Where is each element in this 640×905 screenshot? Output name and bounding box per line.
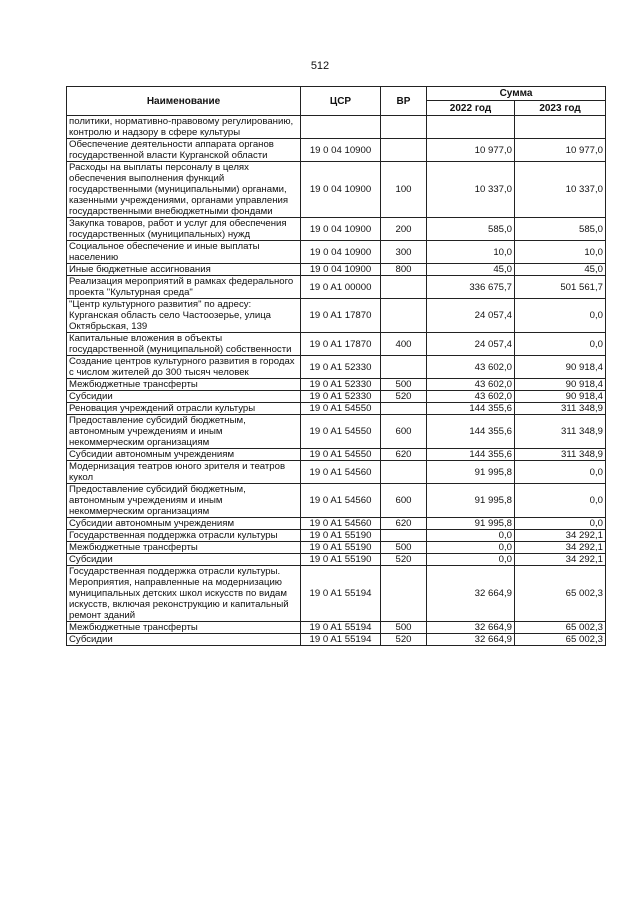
budget-table bbox=[66, 86, 606, 646]
row-sum-2022: 144 355,6 bbox=[427, 403, 515, 415]
row-name: Обеспечение деятельности аппарата органов государственной власти Курганской области bbox=[67, 139, 301, 162]
table-row bbox=[67, 241, 606, 264]
row-name: Межбюджетные трансферты bbox=[67, 542, 301, 554]
table-row bbox=[67, 116, 606, 139]
header-year-2023: 2023 год bbox=[515, 101, 606, 116]
table-row bbox=[67, 634, 606, 646]
row-name: политики, нормативно-правовому регулированию, контролю и надзору в сфере культуры bbox=[67, 116, 301, 139]
row-sum-2023: 10 977,0 bbox=[515, 139, 606, 162]
header-year-2022: 2022 год bbox=[427, 101, 515, 116]
row-vr bbox=[381, 403, 427, 415]
row-csr: 19 0 A1 54560 bbox=[301, 484, 381, 518]
row-csr: 19 0 A1 17870 bbox=[301, 299, 381, 333]
table-row bbox=[67, 415, 606, 449]
row-name: Модернизация театров юного зрителя и театров кукол bbox=[67, 461, 301, 484]
row-csr: 19 0 A1 17870 bbox=[301, 333, 381, 356]
row-csr: 19 0 A1 55190 bbox=[301, 542, 381, 554]
row-csr: 19 0 04 10900 bbox=[301, 241, 381, 264]
row-vr: 620 bbox=[381, 449, 427, 461]
row-name: Субсидии bbox=[67, 634, 301, 646]
table-row bbox=[67, 461, 606, 484]
row-sum-2022: 43 602,0 bbox=[427, 356, 515, 379]
table-row bbox=[67, 530, 606, 542]
row-sum-2023: 65 002,3 bbox=[515, 634, 606, 646]
table-row bbox=[67, 484, 606, 518]
row-vr: 520 bbox=[381, 391, 427, 403]
table-row bbox=[67, 162, 606, 218]
row-sum-2023: 65 002,3 bbox=[515, 566, 606, 622]
row-name: Капитальные вложения в объекты государственной (муниципальной) собственности bbox=[67, 333, 301, 356]
row-csr: 19 0 A1 54560 bbox=[301, 461, 381, 484]
row-name: Государственная поддержка отрасли культуры bbox=[67, 530, 301, 542]
row-vr: 600 bbox=[381, 415, 427, 449]
row-name: Создание центров культурного развития в городах с числом жителей до 300 тысяч человек bbox=[67, 356, 301, 379]
row-vr: 520 bbox=[381, 554, 427, 566]
row-sum-2022: 45,0 bbox=[427, 264, 515, 276]
row-sum-2023: 34 292,1 bbox=[515, 554, 606, 566]
row-vr: 500 bbox=[381, 622, 427, 634]
row-csr: 19 0 A1 55194 bbox=[301, 622, 381, 634]
row-csr: 19 0 A1 52330 bbox=[301, 379, 381, 391]
row-name: Межбюджетные трансферты bbox=[67, 622, 301, 634]
row-name: Субсидии bbox=[67, 554, 301, 566]
row-name: Закупка товаров, работ и услуг для обеспечения государственных (муниципальных) нужд bbox=[67, 218, 301, 241]
row-sum-2023: 585,0 bbox=[515, 218, 606, 241]
row-name: Субсидии автономным учреждениям bbox=[67, 449, 301, 461]
row-csr: 19 0 A1 52330 bbox=[301, 391, 381, 403]
header-csr: ЦСР bbox=[301, 87, 381, 116]
table-row bbox=[67, 356, 606, 379]
row-sum-2022: 336 675,7 bbox=[427, 276, 515, 299]
header-name: Наименование bbox=[67, 87, 301, 116]
row-sum-2022: 0,0 bbox=[427, 542, 515, 554]
row-sum-2022: 10 977,0 bbox=[427, 139, 515, 162]
row-csr: 19 0 A1 52330 bbox=[301, 356, 381, 379]
row-vr: 100 bbox=[381, 162, 427, 218]
row-vr bbox=[381, 461, 427, 484]
table-body bbox=[67, 116, 606, 646]
row-vr: 500 bbox=[381, 379, 427, 391]
table-row bbox=[67, 299, 606, 333]
row-sum-2023 bbox=[515, 116, 606, 139]
row-sum-2023: 311 348,9 bbox=[515, 415, 606, 449]
row-sum-2022: 91 995,8 bbox=[427, 484, 515, 518]
row-vr: 300 bbox=[381, 241, 427, 264]
row-csr: 19 0 04 10900 bbox=[301, 264, 381, 276]
row-name: "Центр культурного развития" по адресу: Курганская область село Частоозерье, улица Октябрьская, 139 bbox=[67, 299, 301, 333]
row-vr: 600 bbox=[381, 484, 427, 518]
row-vr: 400 bbox=[381, 333, 427, 356]
row-name: Межбюджетные трансферты bbox=[67, 379, 301, 391]
row-vr bbox=[381, 566, 427, 622]
row-vr bbox=[381, 356, 427, 379]
row-name: Реновация учреждений отрасли культуры bbox=[67, 403, 301, 415]
row-sum-2023: 501 561,7 bbox=[515, 276, 606, 299]
row-name: Иные бюджетные ассигнования bbox=[67, 264, 301, 276]
row-sum-2023: 311 348,9 bbox=[515, 403, 606, 415]
row-vr bbox=[381, 276, 427, 299]
table-row bbox=[67, 379, 606, 391]
row-vr: 620 bbox=[381, 518, 427, 530]
row-sum-2022: 91 995,8 bbox=[427, 518, 515, 530]
table-row bbox=[67, 518, 606, 530]
row-vr bbox=[381, 139, 427, 162]
row-sum-2022: 10 337,0 bbox=[427, 162, 515, 218]
header-sum: Сумма bbox=[427, 87, 606, 101]
table-row bbox=[67, 264, 606, 276]
table-row bbox=[67, 391, 606, 403]
row-sum-2023: 34 292,1 bbox=[515, 542, 606, 554]
row-sum-2022: 585,0 bbox=[427, 218, 515, 241]
row-sum-2023: 0,0 bbox=[515, 461, 606, 484]
row-sum-2022: 43 602,0 bbox=[427, 391, 515, 403]
row-name: Реализация мероприятий в рамках федерального проекта "Культурная среда" bbox=[67, 276, 301, 299]
row-vr: 800 bbox=[381, 264, 427, 276]
row-csr: 19 0 A1 54550 bbox=[301, 403, 381, 415]
table-row bbox=[67, 554, 606, 566]
row-csr: 19 0 A1 00000 bbox=[301, 276, 381, 299]
row-name: Расходы на выплаты персоналу в целях обеспечения выполнения функций государственными (муниципальными) органами, казенными учреждениями, органами управления государственными внебюджетными фондами bbox=[67, 162, 301, 218]
row-sum-2022: 10,0 bbox=[427, 241, 515, 264]
table-row bbox=[67, 449, 606, 461]
row-sum-2023: 65 002,3 bbox=[515, 622, 606, 634]
row-sum-2022: 0,0 bbox=[427, 554, 515, 566]
row-sum-2023: 0,0 bbox=[515, 299, 606, 333]
row-sum-2022: 144 355,6 bbox=[427, 449, 515, 461]
row-vr bbox=[381, 116, 427, 139]
row-sum-2022: 91 995,8 bbox=[427, 461, 515, 484]
table-row bbox=[67, 622, 606, 634]
row-csr: 19 0 A1 54560 bbox=[301, 518, 381, 530]
row-sum-2023: 45,0 bbox=[515, 264, 606, 276]
row-csr: 19 0 04 10900 bbox=[301, 162, 381, 218]
row-sum-2022: 144 355,6 bbox=[427, 415, 515, 449]
row-sum-2022: 32 664,9 bbox=[427, 622, 515, 634]
row-vr: 520 bbox=[381, 634, 427, 646]
row-name: Государственная поддержка отрасли культуры. Мероприятия, направленные на модернизацию муниципальных детских школ искусств по видам искусств, включая реконструкцию и капитальный ремонт зданий bbox=[67, 566, 301, 622]
row-sum-2022: 24 057,4 bbox=[427, 299, 515, 333]
row-csr: 19 0 A1 55190 bbox=[301, 554, 381, 566]
table-row bbox=[67, 403, 606, 415]
row-vr: 200 bbox=[381, 218, 427, 241]
row-csr: 19 0 A1 54550 bbox=[301, 449, 381, 461]
table-row bbox=[67, 542, 606, 554]
row-sum-2022 bbox=[427, 116, 515, 139]
row-sum-2023: 0,0 bbox=[515, 518, 606, 530]
row-name: Предоставление субсидий бюджетным, автономным учреждениям и иным некоммерческим организациям bbox=[67, 484, 301, 518]
row-sum-2023: 0,0 bbox=[515, 333, 606, 356]
row-sum-2023: 90 918,4 bbox=[515, 356, 606, 379]
header-vr: ВР bbox=[381, 87, 427, 116]
row-vr bbox=[381, 530, 427, 542]
row-sum-2022: 43 602,0 bbox=[427, 379, 515, 391]
row-sum-2022: 32 664,9 bbox=[427, 634, 515, 646]
row-csr bbox=[301, 116, 381, 139]
row-sum-2023: 34 292,1 bbox=[515, 530, 606, 542]
row-sum-2023: 311 348,9 bbox=[515, 449, 606, 461]
row-sum-2023: 10 337,0 bbox=[515, 162, 606, 218]
row-csr: 19 0 A1 54550 bbox=[301, 415, 381, 449]
row-csr: 19 0 A1 55190 bbox=[301, 530, 381, 542]
row-sum-2022: 24 057,4 bbox=[427, 333, 515, 356]
row-name: Социальное обеспечение и иные выплаты населению bbox=[67, 241, 301, 264]
row-sum-2023: 0,0 bbox=[515, 484, 606, 518]
row-vr bbox=[381, 299, 427, 333]
table-row bbox=[67, 218, 606, 241]
row-name: Субсидии автономным учреждениям bbox=[67, 518, 301, 530]
row-sum-2023: 90 918,4 bbox=[515, 391, 606, 403]
table-row bbox=[67, 276, 606, 299]
row-name: Предоставление субсидий бюджетным, автономным учреждениям и иным некоммерческим организациям bbox=[67, 415, 301, 449]
row-csr: 19 0 A1 55194 bbox=[301, 634, 381, 646]
row-name: Субсидии bbox=[67, 391, 301, 403]
row-sum-2023: 90 918,4 bbox=[515, 379, 606, 391]
row-vr: 500 bbox=[381, 542, 427, 554]
table-row bbox=[67, 139, 606, 162]
table-row bbox=[67, 566, 606, 622]
row-sum-2023: 10,0 bbox=[515, 241, 606, 264]
row-csr: 19 0 04 10900 bbox=[301, 139, 381, 162]
row-sum-2022: 32 664,9 bbox=[427, 566, 515, 622]
row-csr: 19 0 04 10900 bbox=[301, 218, 381, 241]
table-row bbox=[67, 333, 606, 356]
page-number: 512 bbox=[310, 60, 330, 72]
row-sum-2022: 0,0 bbox=[427, 530, 515, 542]
row-csr: 19 0 A1 55194 bbox=[301, 566, 381, 622]
